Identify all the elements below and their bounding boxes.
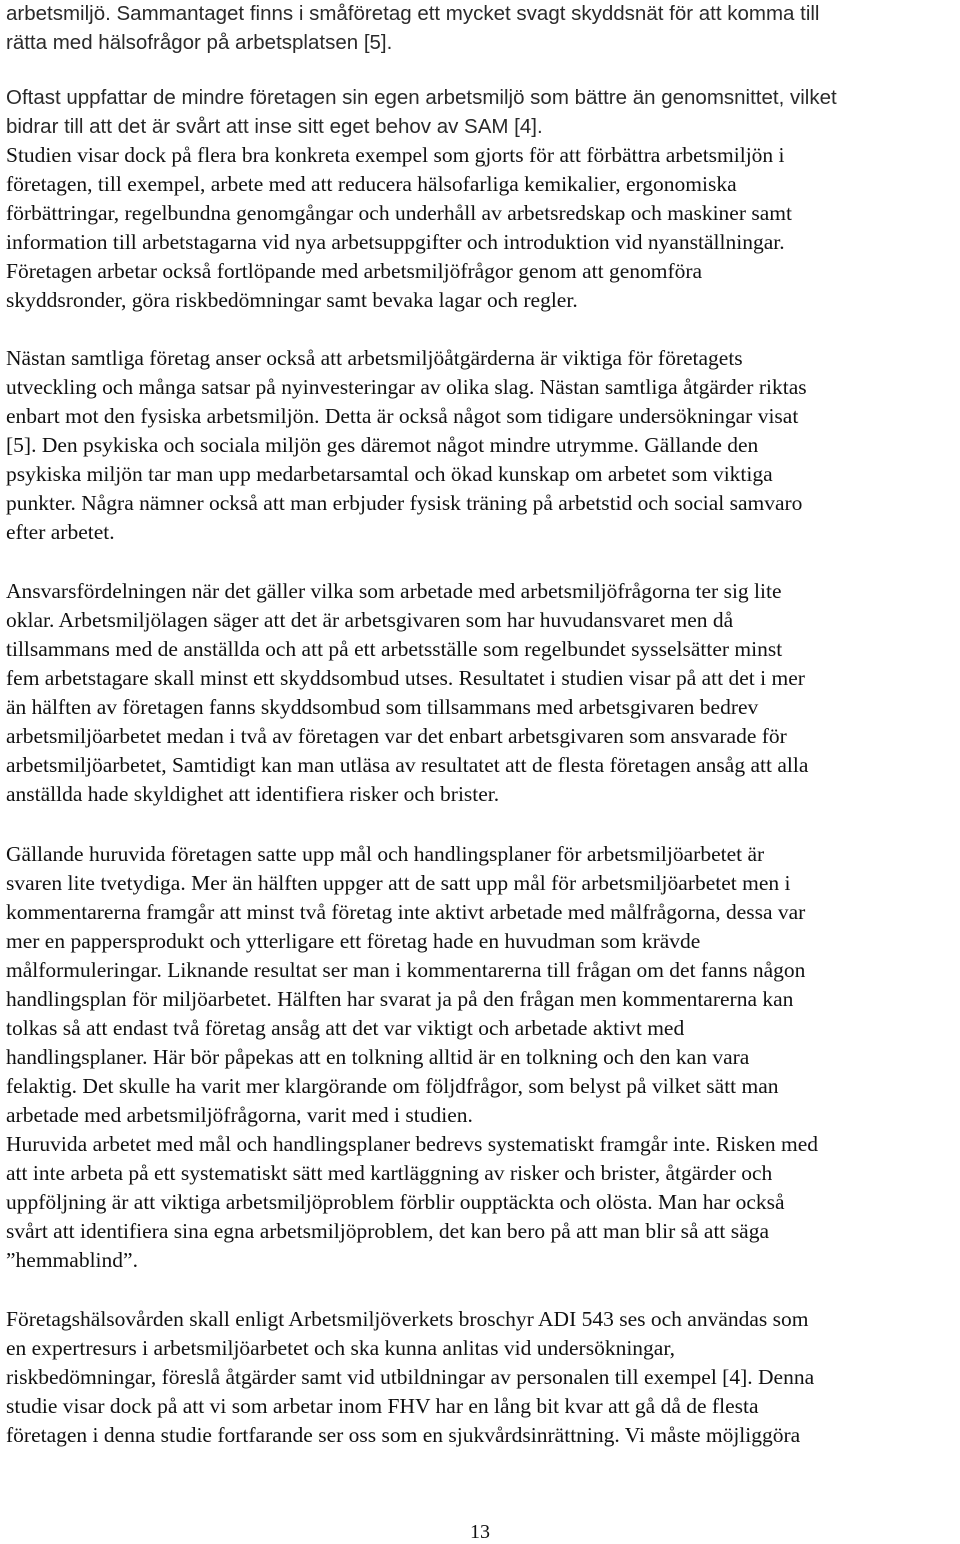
text-line: utveckling och många satsar på nyinvesteringar av olika slag. Nästan samtliga åtgärder riktas [6, 375, 807, 399]
text-line: rätta med hälsofrågor på arbetsplatsen [5]. [6, 31, 393, 54]
text-line: företagen i denna studie fortfarande ser oss som en sjukvårdsinrättning. Vi måste möjliggöra [6, 1423, 801, 1447]
text-line: oklar. Arbetsmiljölagen säger att det är arbetsgivaren som har huvudansvaret men då [6, 608, 734, 632]
text-line: anställda hade skyldighet att identifiera risker och brister. [6, 782, 500, 806]
text-line: arbetsmiljö. Sammantaget finns i småföretag ett mycket svagt skyddsnät för att komma till [6, 2, 820, 25]
text-line: en expertresurs i arbetsmiljöarbetet och ska kunna anlitas vid undersökningar, [6, 1336, 676, 1360]
paragraph-2 [6, 83, 960, 315]
text-line: tolkas så att endast två företag ansåg att det var viktigt och arbetade aktivt med [6, 1016, 685, 1040]
text-line: tillsammans med de anställda och att på ett arbetsställe som regelbundet sysselsätter minst [6, 637, 783, 661]
text-line: än hälften av företagen fanns skyddsombud som tillsammans med arbetsgivaren bedrev [6, 695, 759, 719]
text-line: skyddsronder, göra riskbedömningar samt bevaka lagar och regler. [6, 288, 578, 312]
text-line: Företagshälsovården skall enligt Arbetsmiljöverkets broschyr ADI 543 ses och användas som [6, 1307, 809, 1331]
text-line: handlingsplaner. Här bör påpekas att en tolkning alltid är en tolkning och den kan vara [6, 1045, 750, 1069]
paragraph-1 [6, 0, 960, 57]
text-line: arbetade med arbetsmiljöfrågorna, varit med i studien. [6, 1103, 473, 1127]
text-line: att inte arbeta på ett systematiskt sätt med kartläggning av risker och brister, åtgärder och [6, 1161, 773, 1185]
text-line: målformuleringar. Liknande resultat ser man i kommentarerna till frågan om det fanns någon [6, 958, 806, 982]
text-line: riskbedömningar, föreslå åtgärder samt vid utbildningar av personalen till exempel [4]. Denna [6, 1365, 815, 1389]
text-line: psykiska miljön tar man upp medarbetarsamtal och ökad kunskap om arbetet som viktiga [6, 462, 773, 486]
text-line: uppföljning är att viktiga arbetsmiljöproblem förblir oupptäckta och olösta. Man har också [6, 1190, 785, 1214]
text-line: arbetsmiljöarbetet, Samtidigt kan man utläsa av resultatet att de flesta företagen ansåg att alla [6, 753, 809, 777]
text-line: [5]. Den psykiska och sociala miljön ges däremot något mindre utrymme. Gällande den [6, 433, 759, 457]
text-line: Gällande huruvida företagen satte upp mål och handlingsplaner för arbetsmiljöarbetet är [6, 842, 765, 866]
text-line: arbetsmiljöarbetet medan i två av företagen var det enbart arbetsgivaren som ansvarade för [6, 724, 787, 748]
paragraph-5 [6, 840, 960, 1275]
paragraph-6 [6, 1305, 960, 1450]
text-line: Studien visar dock på flera bra konkreta exempel som gjorts för att förbättra arbetsmiljön i [6, 143, 785, 167]
text-line: förbättringar, regelbundna genomgångar och underhåll av arbetsredskap och maskiner samt [6, 201, 792, 225]
text-line: bidrar till att det är svårt att inse sitt eget behov av SAM [4]. [6, 115, 543, 138]
text-line: punkter. Några nämner också att man erbjuder fysisk träning på arbetstid och social samvaro [6, 491, 803, 515]
text-line: information till arbetstagarna vid nya arbetsuppgifter och introduktion vid nyanställningar. [6, 230, 785, 254]
text-line: Huruvida arbetet med mål och handlingsplaner bedrevs systematiskt framgår inte. Risken med [6, 1132, 818, 1156]
text-line: enbart mot den fysiska arbetsmiljön. Detta är också något som tidigare undersökningar visat [6, 404, 799, 428]
paragraph-3 [6, 344, 960, 547]
page-number: 13 [470, 1521, 490, 1543]
text-line: handlingsplan för miljöarbetet. Hälften har svarat ja på den frågan men kommentarerna kan [6, 987, 794, 1011]
text-line: svårt att identifiera sina egna arbetsmiljöproblem, det kan bero på att man blir så att säga [6, 1219, 769, 1243]
text-line: efter arbetet. [6, 520, 115, 544]
paragraph-4 [6, 577, 960, 809]
text-line: företagen, till exempel, arbete med att reducera hälsofarliga kemikalier, ergonomiska [6, 172, 737, 196]
text-line: Ansvarsfördelningen när det gäller vilka som arbetade med arbetsmiljöfrågorna ter sig lite [6, 579, 782, 603]
text-line: svaren lite tvetydiga. Mer än hälften uppger att de satt upp mål för arbetsmiljöarbetet men i [6, 871, 791, 895]
text-line: Företagen arbetar också fortlöpande med arbetsmiljöfrågor genom att genomföra [6, 259, 703, 283]
text-line: Nästan samtliga företag anser också att arbetsmiljöåtgärderna är viktiga för företagets [6, 346, 743, 370]
text-line: Oftast uppfattar de mindre företagen sin egen arbetsmiljö som bättre än genomsnittet, vilket [6, 86, 837, 109]
text-line: kommentarerna framgår att minst två företag inte aktivt arbetade med målfrågorna, dessa var [6, 900, 806, 924]
text-line: fem arbetstagare skall minst ett skyddsombud utses. Resultatet i studien visar på att det i mer [6, 666, 805, 690]
text-line: felaktig. Det skulle ha varit mer klargörande om följdfrågor, som belyst på vilket sätt man [6, 1074, 779, 1098]
text-line: studie visar dock på att vi som arbetar inom FHV har en lång bit kvar att gå då de flesta [6, 1394, 759, 1418]
text-line: ”hemmablind”. [6, 1248, 138, 1272]
text-line: mer en pappersprodukt och ytterligare ett företag hade en huvudman som krävde [6, 929, 701, 953]
